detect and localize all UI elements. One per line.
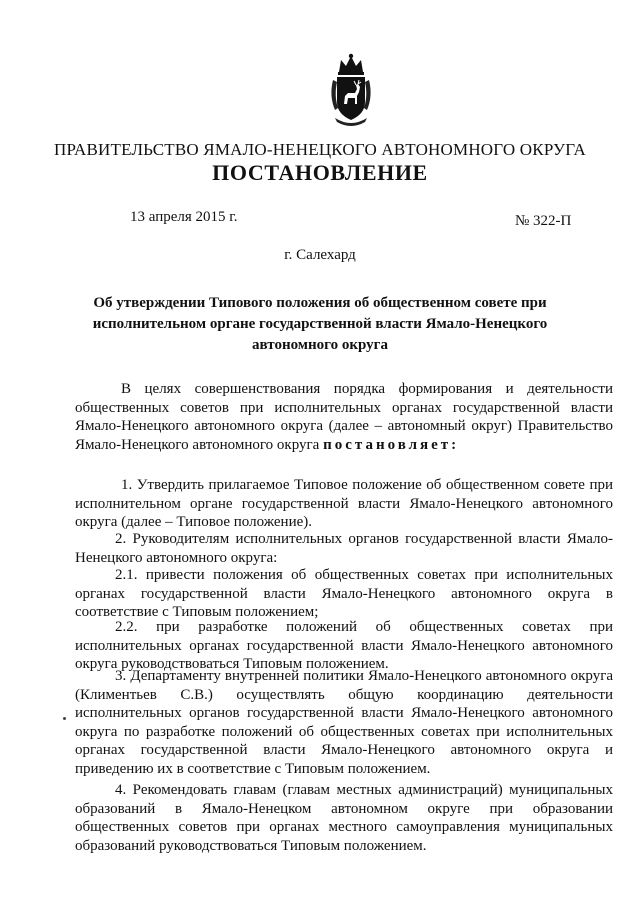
government-name: ПРАВИТЕЛЬСТВО ЯМАЛО-НЕНЕЦКОГО АВТОНОМНОГО ОКРУГА bbox=[54, 140, 586, 159]
item-3: 3. Департаменту внутренней политики Ямало-Ненецкого автономного округа (Климентьев С.В.) осуществлять общую координацию деятельности исполнительных органов государственной власти Ямало-Ненецкого автономного округа по разработке положений об общественных советах при исполнительных органах государственной власти Ямало-Ненецкого автономного округа и приведению их в соответствие с Типовым положением. bbox=[75, 668, 613, 777]
document-type: ПОСТАНОВЛЕНИЕ bbox=[212, 160, 428, 185]
item-1: 1. Утвердить прилагаемое Типовое положение об общественном совете при исполнительном органе государственной власти Ямало-Ненецкого автономного округа (далее – Типовое положение). bbox=[75, 477, 613, 530]
yamal-nenets-coat-of-arms-icon bbox=[327, 52, 375, 128]
item-2: 2. Руководителям исполнительных органов государственной власти Ямало-Ненецкого автономного округа: bbox=[75, 531, 613, 566]
preamble bbox=[75, 380, 613, 454]
item-2-1: 2.1. привести положения об общественных советах при исполнительных органах государственной власти Ямало-Ненецкого автономного округа в соответствие с Типовым положением; bbox=[75, 567, 613, 620]
document-city: г. Салехард bbox=[284, 247, 356, 263]
scan-mark bbox=[63, 717, 66, 720]
item-2-2: 2.2. при разработке положений об общественных советах при исполнительных органах государственной власти Ямало-Ненецкого автономного округа руководствоваться Типовым положением. bbox=[75, 619, 613, 672]
document-title: Об утверждении Типового положения об общественном совете при исполнительном органе государственной власти Ямало-Ненецкого автономного округа bbox=[92, 295, 548, 353]
preamble-keyword: постановляет: bbox=[323, 436, 460, 453]
preamble-text: В целях совершенствования порядка формирования и деятельности общественных советов при исполнительных органах государственной власти Ямало-Ненецкого автономного округа (далее – автономный округ) Правительство Ямало-Ненецкого автономного округа bbox=[75, 381, 613, 453]
item-4: 4. Рекомендовать главам (главам местных администраций) муниципальных образований в Ямало-Ненецком автономном округе при образовании общественных советов при органах местного самоуправления муниципальных образований руководствоваться Типовым положением. bbox=[75, 782, 613, 854]
coat-of-arms bbox=[327, 52, 375, 128]
document-date: 13 апреля 2015 г. bbox=[130, 209, 238, 225]
document-number: № 322-П bbox=[515, 213, 572, 229]
